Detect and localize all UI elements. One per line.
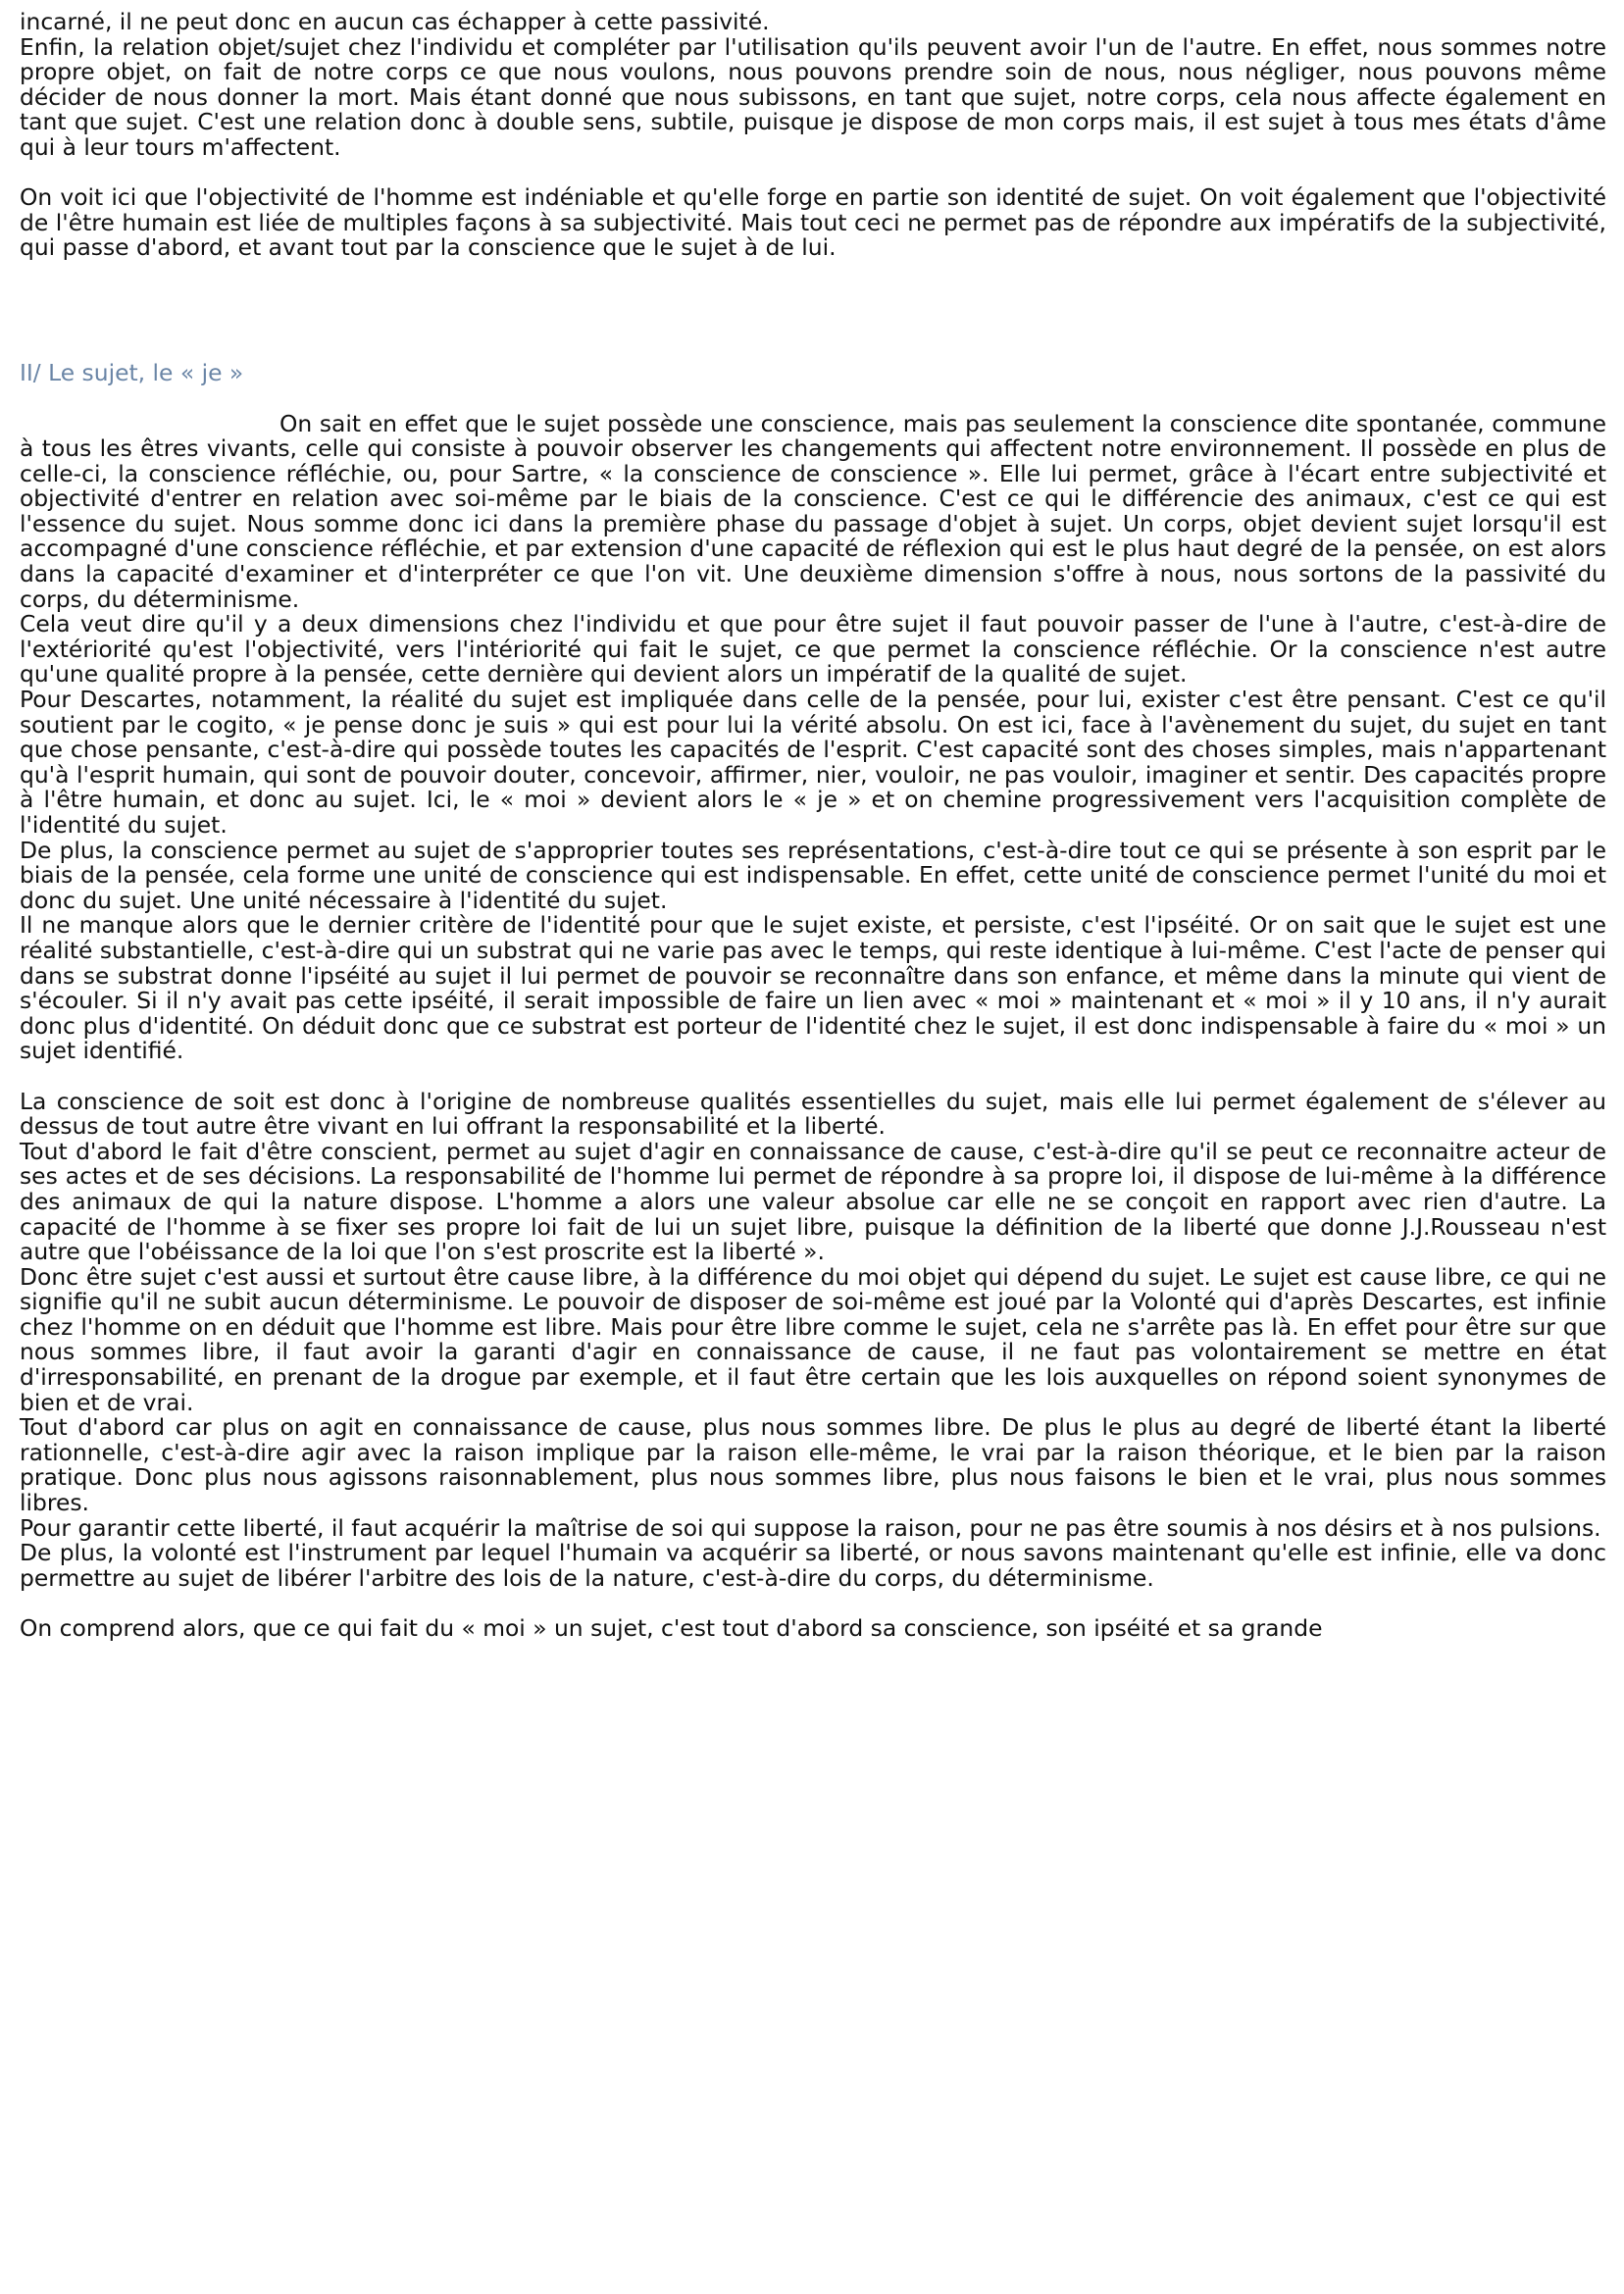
paragraph: On voit ici que l'objectivité de l'homme est indéniable et qu'elle forge en partie son identité de sujet. On voit également que l'objectivité de l'être humain est liée de multiples façons à sa subjectivité. Mais tout ceci ne permet pas de répondre aux impératifs de la subjectivité, qui passe d'abord, et avant tout par la conscience que le sujet à de lui.	[20, 183, 1606, 262]
paragraph: Cela veut dire qu'il y a deux dimensions chez l'individu et que pour être sujet il faut pouvoir passer de l'une à l'autre, c'est-à-dire de l'extériorité qu'est l'objectivité, vers l'intériorité qui fait le sujet, ce que permet la conscience réfléchie. Or la conscience n'est autre qu'une qualité propre à la pensée, cette dernière qui devient alors un impératif de la qualité de sujet.	[20, 610, 1606, 688]
blank-line	[20, 261, 1606, 286]
paragraph: Pour garantir cette liberté, il faut acquérir la maîtrise de soi qui suppose la raison, pour ne pas être soumis à nos désirs et à nos pulsions.	[20, 1513, 1601, 1542]
paragraph: incarné, il ne peut donc en aucun cas échapper à cette passivité.	[20, 8, 770, 35]
blank-line	[20, 161, 1606, 186]
blank-line	[20, 386, 1606, 412]
paragraph: Tout d'abord le fait d'être conscient, permet au sujet d'agir en connaissance de cause, c'est-à-dire qu'il se peut ce reconnaitre acteur de ses actes et de ses décisions. La responsabilité de l'homme lui permet de répondre à sa propre loi, il dispose de lui-même à la différence des animaux de qui la nature dispose. L'homme a alors une valeur absolue car elle ne se conçoit en rapport avec rien d'autre. La capacité de l'homme à se fixer ses propre loi fait de lui un sujet libre, puisque la définition de la liberté que donne J.J.Rousseau n'est autre que l'obéissance de la loi que l'on s'est proscrite est la liberté ».	[20, 1137, 1606, 1266]
paragraph: De plus, la conscience permet au sujet de s'approprier toutes ses représentations, c'est-à-dire tout ce qui se présente à son esprit par le biais de la pensée, cela forme une unité de conscience qui est indispensable. En effet, cette unité de conscience permet l'unité du moi et donc du sujet. Une unité nécessaire à l'identité du sujet.	[20, 836, 1606, 914]
blank-line	[20, 1064, 1606, 1090]
blank-line	[20, 1591, 1606, 1616]
blank-line	[20, 336, 1606, 362]
paragraph: Tout d'abord car plus on agit en connaissance de cause, plus nous sommes libre. De plus le plus au degré de liberté étant la liberté rationnelle, c'est-à-dire agir avec la raison implique par la raison elle-même, le vrai par la raison théorique, et le bien par la raison pratique. Donc plus nous agissons raisonnablement, plus nous sommes libre, plus nous faisons le bien et le vrai, plus nous sommes libres.	[20, 1413, 1606, 1517]
paragraph: La conscience de soit est donc à l'origine de nombreuse qualités essentielles du sujet, mais elle lui permet également de s'élever au dessus de tout autre être vivant en lui offrant la responsabilité et la liberté.	[20, 1087, 1606, 1141]
blank-line	[20, 311, 1606, 336]
blank-line	[20, 286, 1606, 312]
paragraph: On sait en effet que le sujet possède une conscience, mais pas seulement la conscience dite spontanée, commune à tous les êtres vivants, celle qui consiste à pouvoir observer les changements qui affectent notre environnement. Il possède en plus de celle-ci, la conscience réfléchie, ou, pour Sartre, « la conscience de conscience ». Elle lui permet, grâce à l'écart entre subjectivité et objectivité d'entrer en relation avec soi-même par le biais de la conscience. C'est ce qui le différencie des animaux, c'est ce qui est l'essence du sujet. Nous somme donc ici dans la première phase du passage d'objet à sujet. Un corps, objet devient sujet lorsqu'il est accompagné d'une conscience réfléchie, et par extension d'une capacité de réflexion qui est le plus haut degré de la pensée, on est alors dans la capacité d'examiner et d'interpréter ce que l'on vit. Une deuxième dimension s'offre à nous, nous sortons de la passivité du corps, du déterminisme.	[20, 409, 1606, 613]
paragraph: On comprend alors, que ce qui fait du « moi » un sujet, c'est tout d'abord sa conscience, son ipséité et sa grande	[20, 1616, 1323, 1642]
paragraph: Donc être sujet c'est aussi et surtout être cause libre, à la différence du moi objet qui dépend du sujet. Le sujet est cause libre, ce qui ne signifie qu'il ne subit aucun déterminisme. Le pouvoir de disposer de soi-même est joué par la Volonté qui d'après Descartes, est infinie chez l'homme on en déduit que l'homme est libre. Mais pour être libre comme le sujet, cela ne s'arrête pas là. En effet pour être sur que nous sommes libre, il faut avoir la garanti d'agir en connaissance de cause, il ne faut pas volontairement se mettre en état d'irresponsabilité, en prenant de la drogue par exemple, et il faut être certain que les lois auxquelles on répond soient synonymes de bien et de vrai.	[20, 1262, 1606, 1416]
section-heading: II/ Le sujet, le « je »	[20, 359, 244, 387]
paragraph: Il ne manque alors que le dernier critère de l'identité pour que le sujet existe, et persiste, c'est l'ipséité. Or on sait que le sujet est une réalité substantielle, c'est-à-dire qui un substrat qui ne varie pas avec le temps, qui reste identique à lui-même. C'est l'acte de penser qui dans se substrat donne l'ipséité au sujet il lui permet de pouvoir se reconnaître dans son enfance, et même dans la minute qui vient de s'écouler. Si il n'y avait pas cette ipséité, il serait impossible de faire un lien avec « moi » maintenant et « moi » il y 10 ans, il n'y aurait donc plus d'identité. On déduit donc que ce substrat est porteur de l'identité chez le sujet, il est donc indispensable à faire du « moi » un sujet identifié.	[20, 911, 1606, 1065]
paragraph: Pour Descartes, notamment, la réalité du sujet est impliquée dans celle de la pensée, pour lui, exister c'est être pensant. C'est ce qu'il soutient par le cogito, « je pense donc je suis » qui est pour lui la vérité absolu. On est ici, face à l'avènement du sujet, du sujet en tant que chose pensante, c'est-à-dire qui possède toutes les capacités de l'esprit. C'est capacité sont des choses simples, mais n'appartenant qu'à l'esprit humain, qui sont de pouvoir douter, concevoir, affirmer, nier, vouloir, ne pas vouloir, imaginer et sentir. Des capacités propre à l'être humain, et donc au sujet. Ici, le « moi » devient alors le « je » et on chemine progressivement vers l'acquisition complète de l'identité du sujet.	[20, 686, 1606, 839]
document-page	[20, 10, 1606, 1642]
paragraph: De plus, la volonté est l'instrument par lequel l'humain va acquérir sa liberté, or nous savons maintenant qu'elle est infinie, elle va donc permettre au sujet de libérer l'arbitre des lois de la nature, c'est-à-dire du corps, du déterminisme.	[20, 1539, 1606, 1592]
paragraph: Enfin, la relation objet/sujet chez l'individu et compléter par l'utilisation qu'ils peuvent avoir l'un de l'autre. En effet, nous sommes notre propre objet, on fait de notre corps ce que nous voulons, nous pouvons prendre soin de nous, nous négliger, nous pouvons même décider de nous donner la mort. Mais étant donné que nous subissons, en tant que sujet, notre corps, cela nous affecte également en tant que sujet. C'est une relation donc à double sens, subtile, puisque je dispose de mon corps mais, il est sujet à tous mes états d'âme qui à leur tours m'affectent.	[20, 32, 1606, 161]
